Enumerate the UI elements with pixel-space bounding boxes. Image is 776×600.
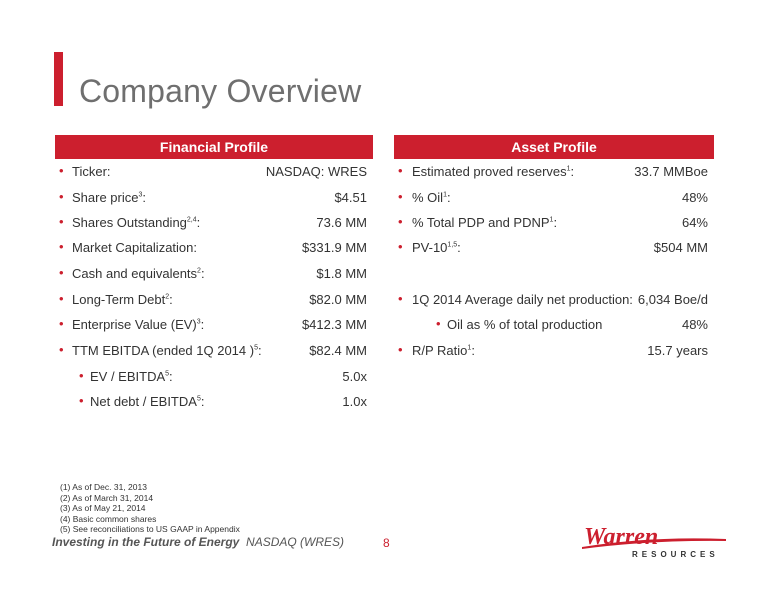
footer-tagline [52,535,344,549]
row-label-text: Market Capitalization: [72,240,197,255]
row-label [412,292,633,307]
profile-row [394,343,714,361]
row-label [412,343,475,358]
bullet-icon: • [79,393,84,408]
row-value: $1.8 MM [316,266,367,281]
profile-row [55,266,373,284]
bullet-icon: • [59,342,64,357]
footnote: (5) See reconciliations to US GAAP in Appendix [60,524,240,534]
bullet-icon: • [59,265,64,280]
row-label [412,240,461,255]
profile-row [55,394,373,412]
profile-row [394,317,714,335]
footnote-ref: 3 [196,318,201,326]
footnote: (4) Basic common shares [60,513,157,524]
row-label-text: % Oil [412,190,444,205]
bullet-icon: • [59,189,64,204]
row-value: $82.0 MM [309,292,367,307]
row-value: 5.0x [342,369,367,384]
footer-ticker: NASDAQ (WRES) [246,535,345,549]
row-label-suffix: : [553,215,558,230]
row-value: $82.4 MM [309,343,367,358]
bullet-icon: • [59,163,64,178]
row-label-text: 1Q 2014 Average daily net production: [412,292,633,307]
row-label-suffix: : [169,292,173,307]
row-label-text: PV-10 [412,240,448,255]
bullet-icon: • [59,291,64,306]
row-value: $4.51 [334,190,367,205]
financial-profile-panel [55,135,373,409]
row-label-suffix: : [200,317,205,332]
bullet-icon: • [79,368,84,383]
footnote-ref: 5 [165,370,170,378]
row-label-text: Oil as % of total production [447,317,603,332]
profile-row [55,190,373,208]
bullet-icon: • [59,316,64,331]
row-label-text: Share price [72,190,139,205]
row-value: NASDAQ: WRES [265,164,367,179]
bullet-icon: • [398,214,403,229]
tagline-text: Investing in the Future of Energy [52,535,240,549]
row-value: $331.9 MM [301,240,367,255]
bullet-icon: • [436,316,441,331]
footnotes [60,482,240,535]
footnote-ref: 2 [197,267,201,275]
row-label-text: Estimated proved reserves [412,164,567,179]
row-label-text: Ticker: [72,164,111,179]
row-value: $412.3 MM [301,317,367,332]
bullet-icon: • [398,239,403,254]
row-label-text: Enterprise Value (EV) [72,317,197,332]
row-label-text: Cash and equivalents [72,266,198,281]
row-label [412,190,451,205]
row-label-suffix: : [200,266,205,281]
row-label-suffix: : [457,240,461,255]
bullet-icon: • [59,239,64,254]
footnote-ref: 1 [566,165,571,173]
warren-resources-logo [580,522,730,560]
row-label [447,317,602,332]
logo-wordmark: Warren [584,524,659,550]
row-value: 15.7 years [647,343,708,358]
row-label-suffix: : [257,343,262,358]
asset-profile-header: Asset Profile [394,135,714,159]
row-label-suffix: : [446,190,451,205]
profile-row [394,190,714,208]
profile-row [55,215,373,233]
row-value: 64% [681,215,708,230]
profile-row [394,240,714,258]
row-label [72,343,262,358]
profile-row [394,292,714,310]
row-label-suffix: : [570,164,575,179]
footnote-ref: 5 [254,344,258,352]
row-value: 48% [681,317,708,332]
footnote: (1) As of Dec. 31, 2013 [60,482,147,492]
row-label [72,190,146,205]
title-accent-bar [54,52,63,106]
footnote-ref: 5 [196,395,201,403]
row-label-suffix: : [196,215,201,230]
row-label [72,164,111,179]
profile-row [55,343,373,361]
footnote-ref: 2,4 [186,216,197,224]
profile-row [394,215,714,233]
row-value: 6,034 Boe/d [637,292,708,307]
footnote-ref: 2 [165,293,170,301]
row-label-text: Net debt / EBITDA [90,394,197,409]
row-label-suffix: : [471,343,475,358]
profile-row [55,240,373,258]
row-label-suffix: : [142,190,147,205]
row-label [72,215,200,230]
page-title: Company Overview [79,73,362,109]
row-label [72,317,204,332]
row-value: 48% [681,190,708,205]
row-label-text: EV / EBITDA [90,369,166,384]
profile-row [55,292,373,310]
profile-row [55,369,373,387]
footnote-ref: 1 [549,216,554,224]
financial-profile-header: Financial Profile [55,135,373,159]
row-label [72,292,173,307]
row-value: 1.0x [342,394,367,409]
row-label-suffix: : [169,369,173,384]
footnote: (3) As of May 21, 2014 [60,503,146,513]
bullet-icon: • [398,342,403,357]
row-label [72,240,197,255]
row-label-suffix: : [200,394,205,409]
footnote-ref: 3 [138,191,143,199]
row-label-text: Long-Term Debt [72,292,166,307]
profile-row [394,164,714,182]
bullet-icon: • [398,163,403,178]
row-label-text: TTM EBITDA (ended 1Q 2014 ) [72,343,255,358]
page-number: 8 [383,536,390,550]
profile-row [55,317,373,335]
footnote-ref: 1 [467,344,472,352]
footnote-ref: 1 [443,191,447,199]
bullet-icon: • [398,189,403,204]
profile-row [55,164,373,182]
bullet-icon: • [398,291,403,306]
row-label [72,266,205,281]
row-label [90,394,204,409]
bullet-icon: • [59,214,64,229]
row-label-text: % Total PDP and PDNP [412,215,550,230]
row-label [412,164,574,179]
row-label [412,215,557,230]
footnote: (2) As of March 31, 2014 [60,492,154,503]
row-label-text: R/P Ratio [412,343,468,358]
row-label [90,369,173,384]
row-value: 33.7 MMBoe [634,164,708,179]
logo-subtitle: RESOURCES [632,550,719,559]
row-value: 73.6 MM [316,215,367,230]
row-label-text: Shares Outstanding [72,215,187,230]
row-value: $504 MM [653,240,708,255]
asset-profile-panel [394,135,714,358]
footnote-ref: 1,5 [447,241,458,249]
